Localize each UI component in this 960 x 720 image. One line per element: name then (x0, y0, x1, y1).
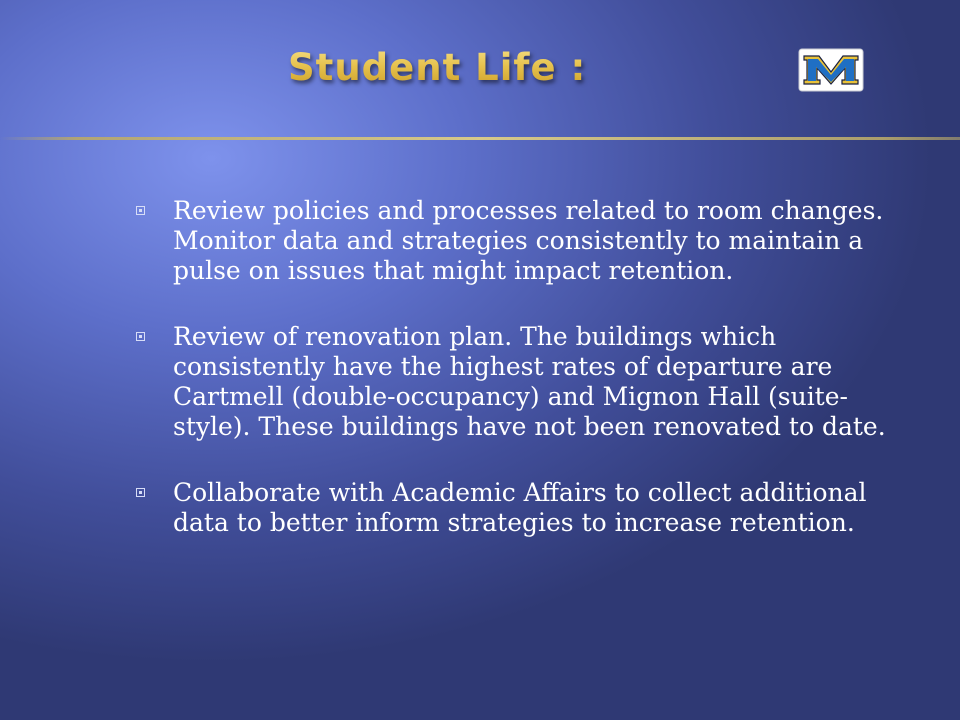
square-bullet-icon (136, 206, 145, 215)
bullet-list (130, 196, 900, 538)
bullet-text: Review policies and processes related to room changes. Monitor data and strategies consistently to maintain a pulse on issues that might impact retention. (173, 196, 884, 285)
title-divider (0, 136, 960, 141)
square-bullet-icon (136, 332, 145, 341)
bullet-item (130, 196, 900, 286)
square-bullet-icon (136, 488, 145, 497)
logo-letter: M (831, 88, 833, 89)
university-m-logo (798, 48, 864, 92)
bullet-text: Review of renovation plan. The buildings which consistently have the highest rates of departure are Cartmell (double-occupancy) and Mignon Hall (suite-style). These buildings have not been renovated to date. (173, 322, 886, 441)
bullet-item (130, 478, 900, 538)
bullet-item (130, 322, 900, 442)
slide-title: Student Life : (288, 44, 586, 92)
bullet-text: Collaborate with Academic Affairs to collect additional data to better inform strategies to increase retention. (173, 478, 867, 537)
